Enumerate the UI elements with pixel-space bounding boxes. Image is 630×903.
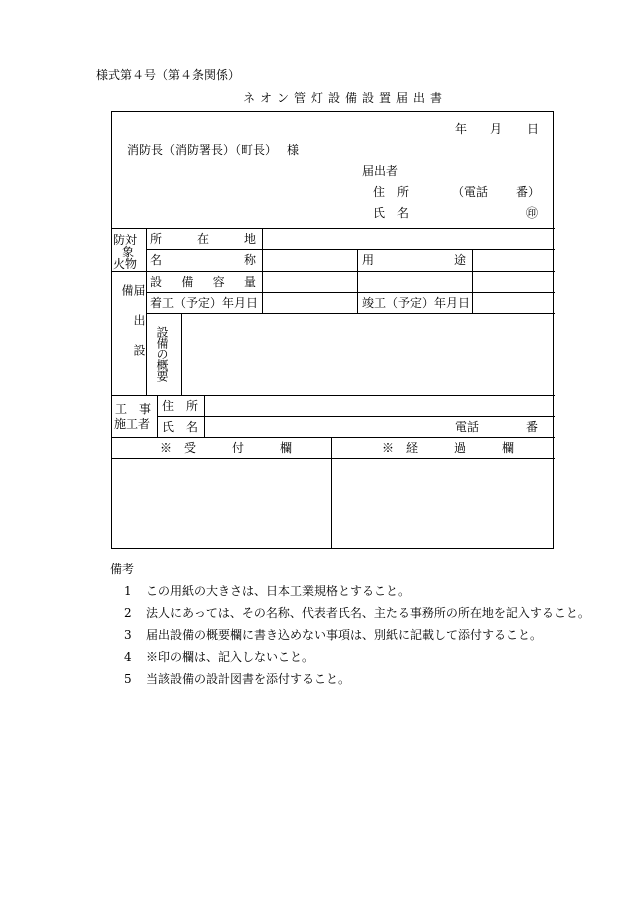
date-month: 月 [490, 122, 503, 136]
applicant-phone-close: 番） [516, 185, 541, 199]
target-label-line3: 火物 [113, 257, 138, 271]
receipt-column-header: ※ 受 付 欄 [160, 441, 293, 455]
name-label: 名 称 [150, 253, 256, 267]
equipment-label: 届出設備 [120, 284, 146, 374]
usage-label: 用 途 [362, 253, 466, 267]
seal-mark: ㊞ [526, 206, 539, 220]
target-label-line2: 象 [122, 245, 135, 259]
addressee-honorific: 様 [287, 143, 300, 157]
notes-title: 備考 [110, 562, 135, 576]
contractor-label-line1: 工 事 [115, 402, 152, 416]
note-5-text: 当該設備の設計図書を添付すること。 [146, 672, 351, 686]
applicant-label: 届出者 [362, 164, 399, 178]
applicant-address-label: 住 所 [373, 185, 410, 199]
addressee: 消防長（消防署長）（町長） [127, 143, 278, 157]
date-day: 日 [527, 122, 540, 136]
note-2-text: 法人にあっては、その名称、代表者氏名、主たる事務所の所在地を記入すること。 [146, 606, 590, 620]
contractor-label-line2: 施工者 [114, 417, 151, 431]
progress-column-header: ※ 経 過 欄 [382, 441, 515, 455]
date-year: 年 [455, 122, 468, 136]
applicant-name-label: 氏 名 [373, 206, 410, 220]
applicant-phone-open: （電話 [452, 185, 489, 199]
note-2-num: 2 [124, 606, 132, 620]
start-date-label: 着工（予定）年月日 [150, 296, 259, 310]
note-1-num: 1 [124, 584, 132, 598]
location-label: 所 在 地 [150, 232, 256, 246]
target-label-line1: 防対 [113, 233, 138, 247]
form-title: ネオン管灯設備設置届出書 [243, 91, 448, 105]
contractor-phone-ban: 番 [526, 420, 539, 434]
contractor-address-label: 住 所 [162, 399, 199, 413]
contractor-name-label: 氏 名 [162, 420, 199, 434]
note-1-text: この用紙の大きさは、日本工業規格とすること。 [146, 584, 411, 598]
overview-label: 設備の概要 [155, 326, 169, 381]
note-4-num: 4 [124, 650, 132, 664]
note-3-num: 3 [124, 628, 132, 642]
end-date-label: 竣工（予定）年月日 [362, 296, 471, 310]
note-3-text: 届出設備の概要欄に書き込めない事項は、別紙に記載して添付すること。 [146, 628, 543, 642]
note-5-num: 5 [124, 672, 132, 686]
form-number: 様式第４号（第４条関係） [96, 68, 241, 82]
form-table [111, 111, 554, 549]
capacity-label: 設 備 容 量 [150, 275, 256, 289]
note-4-text: ※印の欄は、記入しないこと。 [146, 650, 315, 664]
contractor-phone-label: 電話 [455, 420, 480, 434]
